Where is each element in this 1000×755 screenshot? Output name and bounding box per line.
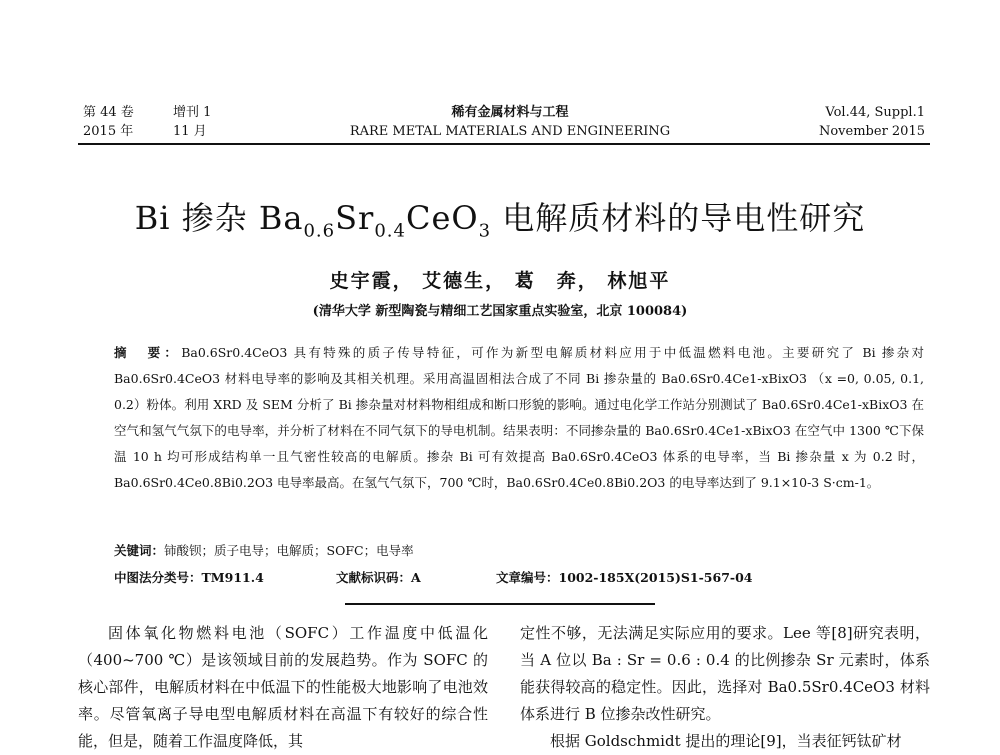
header-volume-info	[83, 103, 253, 141]
journal-name	[320, 103, 700, 141]
paper-title: Bi 掺杂 $Ba_{0.6}Sr_{0.4}CeO_3$ 电解质材料的导电性研究	[134, 199, 866, 242]
body-paragraph: 固体氧化物燃料电池（SOFC）工作温度中低温化（400~700 ℃）是该领域目前的发展趋势。作为 SOFC 的核心部件，电解质材料在中低温下的性能极大地影响了电池效率。尽管氧离子导电型电解质材料在高温下有较好的综合性能，但是，随着工作温度降低，其	[78, 624, 488, 750]
abstract-label: 摘 要：	[114, 345, 182, 360]
clc-number: 中图法分类号：TM911.4	[114, 570, 264, 585]
journal-name-en: RARE METAL MATERIALS AND ENGINEERING	[349, 124, 671, 139]
affiliation: (清华大学 新型陶瓷与精细工艺国家重点实验室，北京 100084)	[312, 304, 688, 319]
article-number: 文章编号：1002-185X(2015)S1-567-04	[496, 570, 753, 585]
volume-number: 第 44 卷	[83, 105, 134, 120]
date-en: November 2015	[818, 124, 925, 139]
header-volume-en	[740, 103, 925, 141]
author-list: 史宇霞， 艾德生， 葛 奔， 林旭平	[329, 270, 671, 292]
abstract	[114, 340, 924, 496]
body-paragraph: 定性不够，无法满足实际应用的要求。Lee 等[8]研究表明，当 A 位以 Ba : Sr = 0.6 : 0.4 的比例掺杂 Sr 元素时，体系能获得较高的稳定性。因此，选择对 Ba0.5Sr0.4CeO3 材料体系进行 B 位掺杂改性研究。	[520, 624, 930, 723]
section-rule	[345, 603, 655, 605]
abstract-text: Ba0.6Sr0.4CeO3 具有特殊的质子传导特征，可作为新型电解质材料应用于中低温燃料电池。主要研究了 Bi 掺杂对 Ba0.6Sr0.4CeO3 材料电导率的影响及其相关机理。采用高温固相法合成了不同 Bi 掺杂量的 Ba0.6Sr0.4Ce1-xBixO3 （x =0, 0.05, 0.1, 0.2）粉体。利用 XRD 及 SEM 分析了 Bi 掺杂量对材料物相组成和断口形貌的影响。通过电化学工作站分别测试了 Ba0.6Sr0.4Ce1-xBixO3 在空气和氢气气氛下的电导率，并分析了材料在不同气氛下的导电机制。结果表明：不同掺杂量的 Ba0.6Sr0.4Ce1-xBixO3 在空气中 1300 ℃下保温 10 h 均可形成结构单一且气密性较高的电解质。掺杂 Bi 可有效提高 Ba0.6Sr0.4CeO3 体系的电导率，当 Bi 掺杂量 x 为 0.2 时，Ba0.6Sr0.4Ce0.8Bi0.2O3 电导率最高。在氢气气氛下，700 ℃时，Ba0.6Sr0.4Ce0.8Bi0.2O3 的电导率达到了 9.1×10-3 S·cm-1。	[114, 345, 924, 490]
document-code: 文献标识码：A	[336, 570, 421, 585]
journal-name-cn: 稀有金属材料与工程	[451, 105, 569, 120]
body-column-left	[78, 620, 488, 755]
keywords-text: 铈酸钡；质子电导；电解质；SOFC；电导率	[164, 543, 414, 558]
supplement-number: 增刊 1	[173, 105, 212, 120]
keywords	[114, 541, 414, 559]
issue-month: 11 月	[173, 124, 207, 139]
body-paragraph: 根据 Goldschmidt 提出的理论[9]，当表征钙钛矿材	[550, 732, 902, 750]
body-column-right	[520, 620, 930, 755]
issue-year: 2015 年	[83, 124, 134, 139]
keywords-label: 关键词：	[114, 543, 165, 558]
volume-en: Vol.44, Suppl.1	[825, 105, 925, 120]
header-rule	[78, 143, 930, 145]
